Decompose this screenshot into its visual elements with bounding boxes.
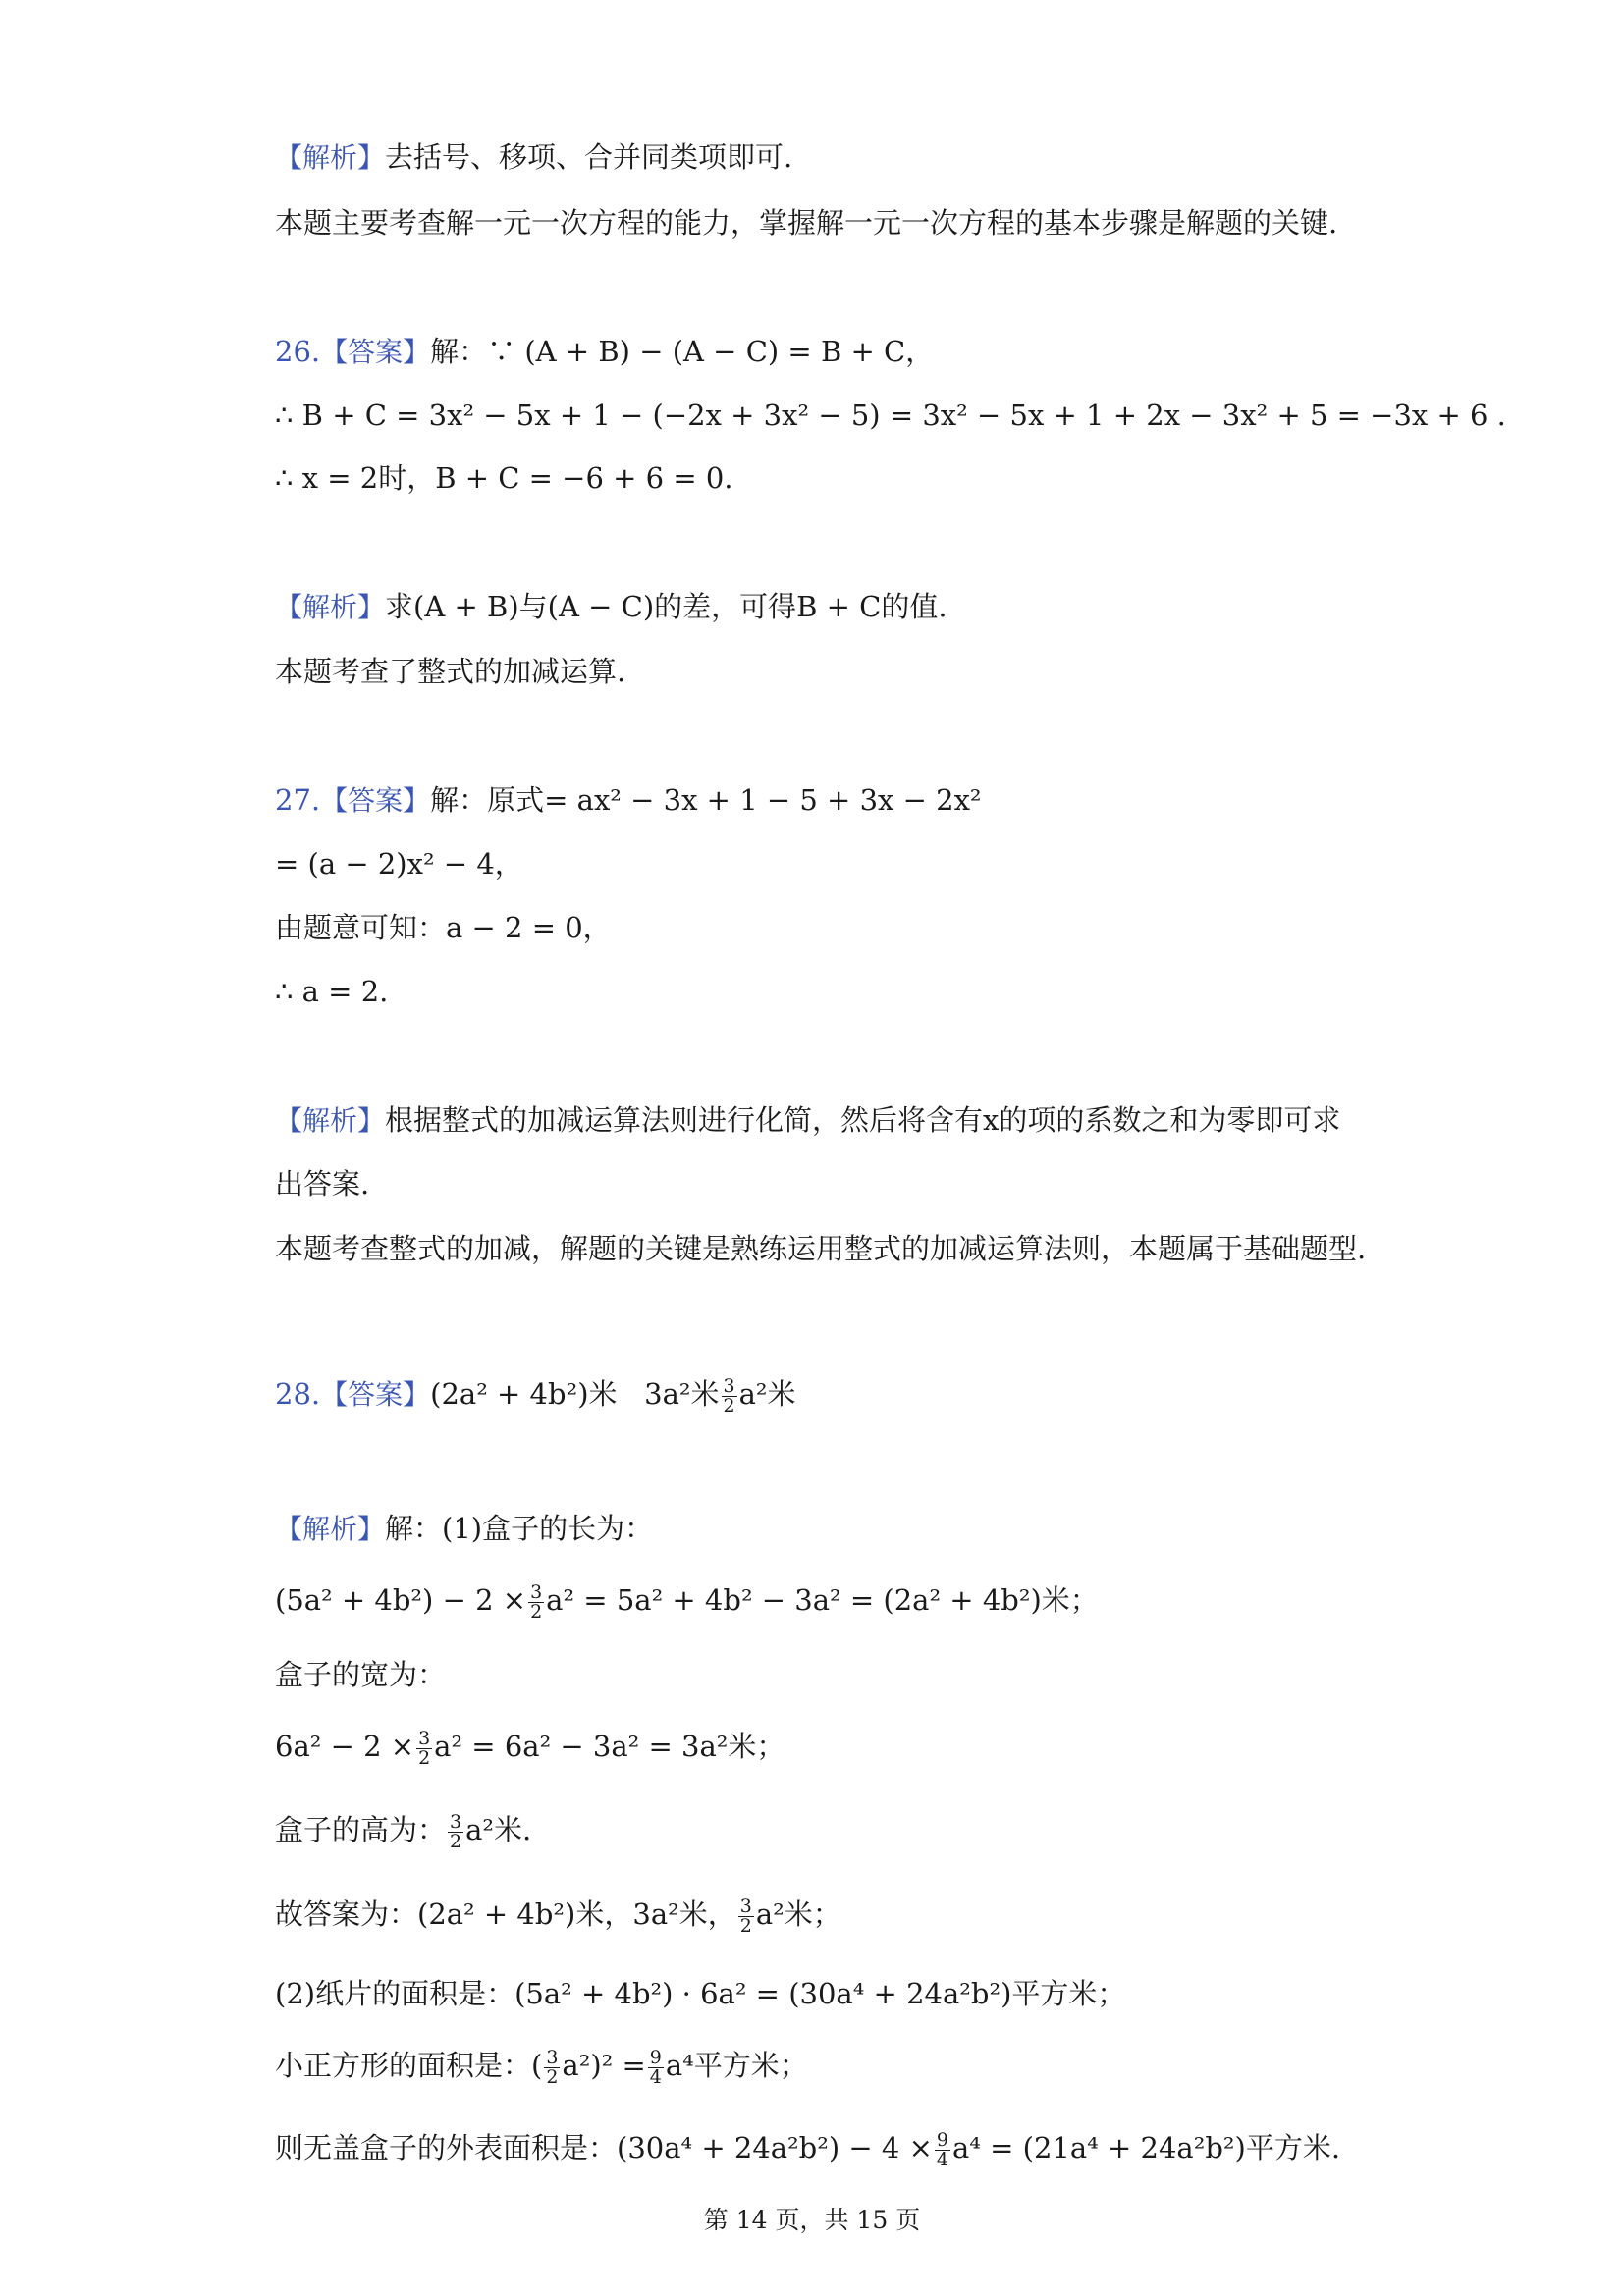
q28-width-head: 盒子的宽为： (275, 1658, 447, 1691)
fraction-3-2: $\frac{3}{2}$ (739, 1895, 752, 1937)
fraction-3-2: $\frac{3}{2}$ (530, 1580, 543, 1623)
q27-analysis-cont: 出答案. (275, 1167, 370, 1201)
answer-tag: 【答案】 (320, 784, 431, 817)
fraction-3-2: $\frac{3}{2}$ (418, 1727, 431, 1769)
q27-line3: 由题意可知：a − 2 = 0， (275, 911, 612, 944)
answer-tag: 【答案】 (320, 336, 431, 368)
q25-analysis-line (275, 135, 792, 180)
fraction-9-4: $\frac{9}{4}$ (649, 2046, 662, 2088)
q28-answer-summary: 故答案为：(2a² + 4b²)米，3a²米， $\frac{3}{2}$ a²米； (275, 1895, 841, 1937)
q28-analysis-line (275, 1507, 653, 1551)
q26-line3: ∴ x = 2时，B + C = −6 + 6 = 0. (275, 461, 733, 495)
q28-answer-a: (2a² + 4b²)米 (430, 1377, 618, 1411)
q28-length-line: (5a² + 4b²) − 2 × $\frac{3}{2}$ a² = 5a² + 4b² − 3a² = (2a² + 4b²)米； (275, 1580, 1099, 1623)
q26-analysis-line (275, 585, 947, 629)
fraction-3-2: $\frac{3}{2}$ (450, 1810, 462, 1852)
fraction-3-2: $\frac{3}{2}$ (723, 1374, 735, 1416)
q28-analysis-head: 解：(1)盒子的长为： (385, 1512, 654, 1545)
q25-comment: 本题主要考查解一元一次方程的能力，掌握解一元一次方程的基本步骤是解题的关键. (275, 206, 1338, 240)
q27-line1: 解：原式= ax² − 3x + 1 − 5 + 3x − 2x² (430, 783, 982, 817)
analysis-tag: 【解析】 (275, 1513, 386, 1545)
analysis-tag: 【解析】 (275, 591, 386, 623)
q26-comment: 本题考查了整式的加减运算. (275, 655, 626, 688)
q26-line1: 解：∵ (A + B) − (A − C) = B + C， (430, 335, 935, 368)
q26-number: 26. (275, 335, 321, 368)
q26-answer-line (275, 330, 934, 374)
q28-square-line: 小正方形的面积是：( $\frac{3}{2}$ a²)² = $\frac{9}{4}$ a⁴平方米； (275, 2046, 808, 2088)
q27-comment: 本题考查整式的加减，解题的关键是熟练运用整式的加减运算法则，本题属于基础题型. (275, 1232, 1367, 1265)
page-footer: 第 14 页，共 15 页 (703, 2206, 921, 2234)
q28-answer-b: 3a²米 (644, 1377, 720, 1411)
q25-analysis-text: 去括号、移项、合并同类项即可. (385, 140, 793, 174)
analysis-tag: 【解析】 (275, 141, 386, 174)
q28-area-line: (2)纸片的面积是：(5a² + 4b²) · 6a² = (30a⁴ + 24a²b²)平方米； (275, 1977, 1126, 2010)
fraction-3-2: $\frac{3}{2}$ (546, 2046, 559, 2088)
q28-surface-line: 则无盖盒子的外表面积是：(30a⁴ + 24a²b²) − 4 × $\frac{9}{4}$ a⁴ = (21a⁴ + 24a²b²)平方米. (275, 2128, 1341, 2170)
q27-analysis-text: 根据整式的加减运算法则进行化简，然后将含有x的项的系数之和为零即可求 (385, 1103, 1341, 1137)
q27-number: 27. (275, 783, 321, 817)
analysis-tag: 【解析】 (275, 1104, 386, 1137)
q28-number: 28. (275, 1377, 321, 1411)
q26-line2: ∴ B + C = 3x² − 5x + 1 − (−2x + 3x² − 5) = 3x² − 5x + 1 + 2x − 3x² + 5 = −3x + 6 . (275, 399, 1506, 432)
fraction-9-4: $\frac{9}{4}$ (936, 2128, 948, 2170)
q26-analysis-text: 求(A + B)与(A − C)的差，可得B + C的值. (385, 590, 947, 623)
q28-answer-line (275, 1372, 796, 1416)
q27-line2: = (a − 2)x² − 4， (275, 847, 523, 881)
q27-analysis-line (275, 1098, 1340, 1143)
q27-answer-line (275, 778, 982, 823)
q28-width-line: 6a² − 2 × $\frac{3}{2}$ a² = 6a² − 3a² = 3a²米； (275, 1727, 785, 1769)
q28-answer-c: a²米 (738, 1377, 796, 1411)
q28-height-line: 盒子的高为： $\frac{3}{2}$ a²米. (275, 1810, 532, 1852)
answer-tag: 【答案】 (320, 1378, 431, 1411)
q27-line4: ∴ a = 2. (275, 975, 389, 1008)
